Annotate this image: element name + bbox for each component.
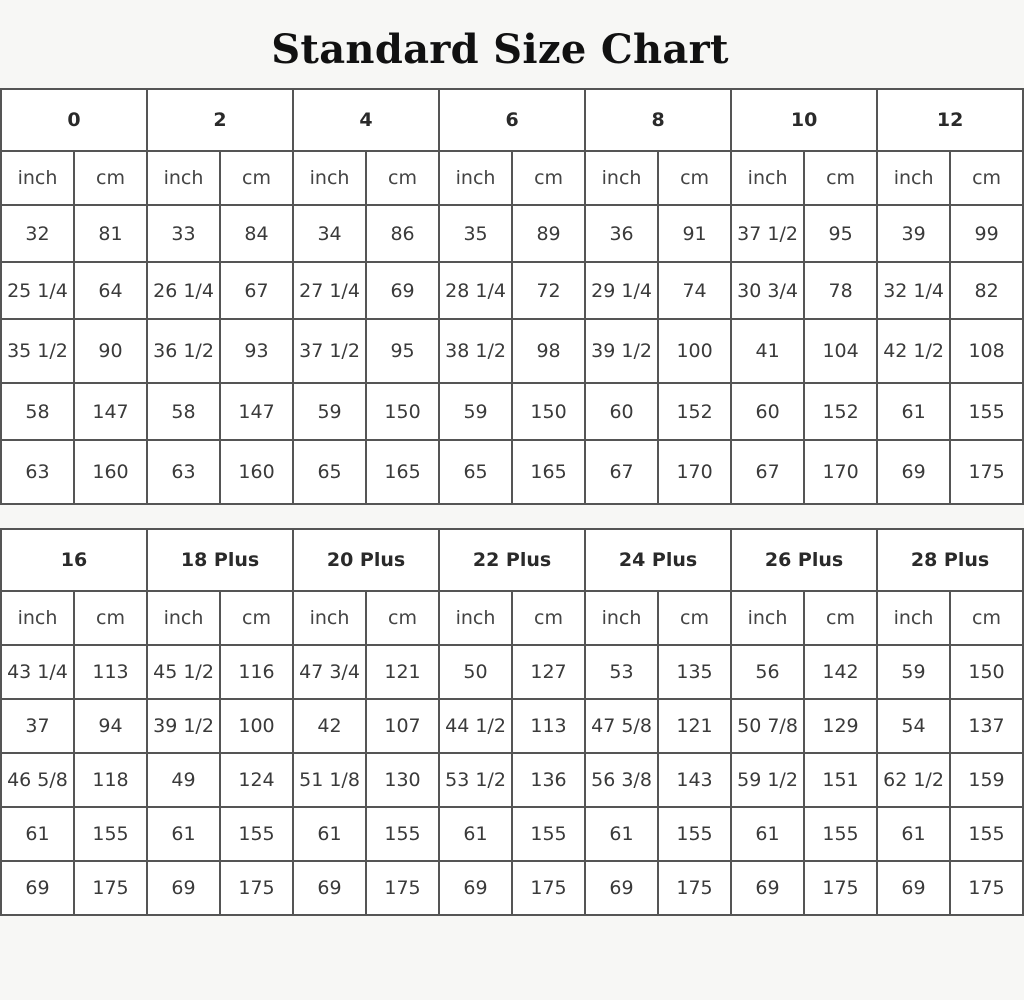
table-cell: 137 xyxy=(950,699,1023,753)
table-cell: 170 xyxy=(804,440,877,504)
table-row xyxy=(1,753,1023,807)
table-cell: 69 xyxy=(877,861,950,915)
size-table-lower-wrapper xyxy=(0,528,1005,920)
table-cell: 67 xyxy=(585,440,658,504)
table-row xyxy=(1,645,1023,699)
table-cell: 165 xyxy=(512,440,585,504)
table-cell: 124 xyxy=(220,753,293,807)
table-cell: 155 xyxy=(512,807,585,861)
table-cell: 118 xyxy=(74,753,147,807)
unit-header-row xyxy=(1,151,1023,205)
table-cell: 113 xyxy=(74,645,147,699)
table-cell: 72 xyxy=(512,262,585,319)
table-cell: 69 xyxy=(439,861,512,915)
table-cell: 99 xyxy=(950,205,1023,262)
table-row xyxy=(1,699,1023,753)
unit-label-cm: cm xyxy=(220,151,293,205)
table-cell: 44 1/2 xyxy=(439,699,512,753)
table-cell: 69 xyxy=(1,861,74,915)
unit-label-cm: cm xyxy=(74,151,147,205)
table-cell: 155 xyxy=(658,807,731,861)
table-cell: 100 xyxy=(658,319,731,383)
table-cell: 34 xyxy=(293,205,366,262)
size-header-8: 8 xyxy=(585,89,731,151)
unit-label-cm: cm xyxy=(366,591,439,645)
table-cell: 147 xyxy=(220,383,293,440)
table-cell: 50 xyxy=(439,645,512,699)
table-cell: 65 xyxy=(293,440,366,504)
table-cell: 60 xyxy=(585,383,658,440)
table-cell: 69 xyxy=(877,440,950,504)
table-cell: 175 xyxy=(512,861,585,915)
table-cell: 94 xyxy=(74,699,147,753)
unit-label-cm: cm xyxy=(950,151,1023,205)
table-cell: 47 5/8 xyxy=(585,699,658,753)
table-cell: 56 3/8 xyxy=(585,753,658,807)
table-cell: 104 xyxy=(804,319,877,383)
table-cell: 65 xyxy=(439,440,512,504)
table-cell: 69 xyxy=(585,861,658,915)
size-header-4: 4 xyxy=(293,89,439,151)
table-cell: 151 xyxy=(804,753,877,807)
table-cell: 121 xyxy=(658,699,731,753)
size-table-upper xyxy=(0,88,1024,505)
unit-label-inch: inch xyxy=(147,151,220,205)
unit-label-inch: inch xyxy=(877,591,950,645)
unit-label-inch: inch xyxy=(439,591,512,645)
table-cell: 155 xyxy=(950,383,1023,440)
unit-label-cm: cm xyxy=(658,151,731,205)
table-cell: 152 xyxy=(804,383,877,440)
table-cell: 51 1/8 xyxy=(293,753,366,807)
table-row xyxy=(1,383,1023,440)
unit-label-cm: cm xyxy=(366,151,439,205)
size-header-12: 12 xyxy=(877,89,1023,151)
unit-label-cm: cm xyxy=(512,151,585,205)
table-cell: 175 xyxy=(950,440,1023,504)
table-cell: 67 xyxy=(220,262,293,319)
unit-label-cm: cm xyxy=(804,151,877,205)
table-cell: 29 1/4 xyxy=(585,262,658,319)
table-cell: 54 xyxy=(877,699,950,753)
table-cell: 69 xyxy=(147,861,220,915)
table-cell: 42 1/2 xyxy=(877,319,950,383)
table-cell: 36 xyxy=(585,205,658,262)
table-cell: 61 xyxy=(877,807,950,861)
table-cell: 37 1/2 xyxy=(293,319,366,383)
table-cell: 39 1/2 xyxy=(147,699,220,753)
unit-label-inch: inch xyxy=(585,151,658,205)
table-cell: 63 xyxy=(147,440,220,504)
table-cell: 107 xyxy=(366,699,439,753)
table-cell: 89 xyxy=(512,205,585,262)
table-cell: 142 xyxy=(804,645,877,699)
page-title: Standard Size Chart xyxy=(271,26,729,73)
unit-label-cm: cm xyxy=(950,591,1023,645)
table-cell: 69 xyxy=(293,861,366,915)
table-row xyxy=(1,807,1023,861)
table-cell: 175 xyxy=(220,861,293,915)
table-cell: 155 xyxy=(220,807,293,861)
table-cell: 175 xyxy=(658,861,731,915)
table-cell: 81 xyxy=(74,205,147,262)
table-cell: 61 xyxy=(877,383,950,440)
table-cell: 86 xyxy=(366,205,439,262)
table-cell: 147 xyxy=(74,383,147,440)
unit-label-inch: inch xyxy=(1,591,74,645)
table-cell: 82 xyxy=(950,262,1023,319)
unit-label-cm: cm xyxy=(74,591,147,645)
size-header-10: 10 xyxy=(731,89,877,151)
table-cell: 136 xyxy=(512,753,585,807)
table-cell: 121 xyxy=(366,645,439,699)
table-cell: 150 xyxy=(512,383,585,440)
table-cell: 160 xyxy=(220,440,293,504)
table-cell: 170 xyxy=(658,440,731,504)
table-cell: 32 xyxy=(1,205,74,262)
table-cell: 58 xyxy=(147,383,220,440)
table-cell: 69 xyxy=(731,861,804,915)
table-cell: 95 xyxy=(804,205,877,262)
unit-label-cm: cm xyxy=(804,591,877,645)
size-header-28-plus: 28 Plus xyxy=(877,529,1023,591)
size-header-16: 16 xyxy=(1,529,147,591)
size-header-24-plus: 24 Plus xyxy=(585,529,731,591)
table-cell: 91 xyxy=(658,205,731,262)
table-cell: 43 1/4 xyxy=(1,645,74,699)
size-header-0: 0 xyxy=(1,89,147,151)
table-cell: 37 xyxy=(1,699,74,753)
table-cell: 100 xyxy=(220,699,293,753)
table-cell: 61 xyxy=(1,807,74,861)
unit-label-inch: inch xyxy=(731,591,804,645)
table-row xyxy=(1,319,1023,383)
table-cell: 155 xyxy=(366,807,439,861)
size-table-lower xyxy=(0,528,1024,916)
table-cell: 152 xyxy=(658,383,731,440)
table-cell: 155 xyxy=(74,807,147,861)
table-cell: 135 xyxy=(658,645,731,699)
size-header-20-plus: 20 Plus xyxy=(293,529,439,591)
table-cell: 47 3/4 xyxy=(293,645,366,699)
table-cell: 27 1/4 xyxy=(293,262,366,319)
size-header-22-plus: 22 Plus xyxy=(439,529,585,591)
table-cell: 39 xyxy=(877,205,950,262)
table-cell: 37 1/2 xyxy=(731,205,804,262)
table-row xyxy=(1,861,1023,915)
table-cell: 59 xyxy=(293,383,366,440)
size-header-18-plus: 18 Plus xyxy=(147,529,293,591)
unit-label-inch: inch xyxy=(293,591,366,645)
size-header-2: 2 xyxy=(147,89,293,151)
table-cell: 95 xyxy=(366,319,439,383)
unit-label-inch: inch xyxy=(1,151,74,205)
table-cell: 35 1/2 xyxy=(1,319,74,383)
table-cell: 116 xyxy=(220,645,293,699)
table-cell: 150 xyxy=(366,383,439,440)
table-cell: 130 xyxy=(366,753,439,807)
table-cell: 28 1/4 xyxy=(439,262,512,319)
size-header-row xyxy=(1,89,1023,151)
table-cell: 61 xyxy=(147,807,220,861)
size-header-row xyxy=(1,529,1023,591)
table-cell: 61 xyxy=(585,807,658,861)
table-cell: 74 xyxy=(658,262,731,319)
unit-label-cm: cm xyxy=(658,591,731,645)
table-cell: 39 1/2 xyxy=(585,319,658,383)
table-cell: 93 xyxy=(220,319,293,383)
table-cell: 59 1/2 xyxy=(731,753,804,807)
table-cell: 53 1/2 xyxy=(439,753,512,807)
table-cell: 113 xyxy=(512,699,585,753)
table-cell: 143 xyxy=(658,753,731,807)
table-cell: 59 xyxy=(439,383,512,440)
table-cell: 160 xyxy=(74,440,147,504)
table-cell: 61 xyxy=(293,807,366,861)
table-cell: 32 1/4 xyxy=(877,262,950,319)
table-cell: 35 xyxy=(439,205,512,262)
table-row xyxy=(1,440,1023,504)
table-cell: 98 xyxy=(512,319,585,383)
table-cell: 33 xyxy=(147,205,220,262)
table-cell: 155 xyxy=(950,807,1023,861)
unit-label-cm: cm xyxy=(220,591,293,645)
table-cell: 30 3/4 xyxy=(731,262,804,319)
size-header-26-plus: 26 Plus xyxy=(731,529,877,591)
table-cell: 165 xyxy=(366,440,439,504)
table-cell: 175 xyxy=(950,861,1023,915)
table-cell: 60 xyxy=(731,383,804,440)
table-cell: 159 xyxy=(950,753,1023,807)
table-cell: 78 xyxy=(804,262,877,319)
unit-label-cm: cm xyxy=(512,591,585,645)
unit-header-row xyxy=(1,591,1023,645)
table-cell: 56 xyxy=(731,645,804,699)
table-cell: 155 xyxy=(804,807,877,861)
table-cell: 127 xyxy=(512,645,585,699)
table-cell: 59 xyxy=(877,645,950,699)
table-cell: 38 1/2 xyxy=(439,319,512,383)
table-cell: 36 1/2 xyxy=(147,319,220,383)
table-cell: 129 xyxy=(804,699,877,753)
table-cell: 26 1/4 xyxy=(147,262,220,319)
size-header-6: 6 xyxy=(439,89,585,151)
unit-label-inch: inch xyxy=(877,151,950,205)
table-cell: 50 7/8 xyxy=(731,699,804,753)
table-cell: 63 xyxy=(1,440,74,504)
table-cell: 69 xyxy=(366,262,439,319)
table-cell: 41 xyxy=(731,319,804,383)
unit-label-inch: inch xyxy=(439,151,512,205)
table-row xyxy=(1,262,1023,319)
table-cell: 25 1/4 xyxy=(1,262,74,319)
unit-label-inch: inch xyxy=(147,591,220,645)
table-cell: 67 xyxy=(731,440,804,504)
unit-label-inch: inch xyxy=(731,151,804,205)
table-cell: 61 xyxy=(731,807,804,861)
table-cell: 62 1/2 xyxy=(877,753,950,807)
table-cell: 58 xyxy=(1,383,74,440)
table-cell: 90 xyxy=(74,319,147,383)
table-cell: 64 xyxy=(74,262,147,319)
table-cell: 175 xyxy=(804,861,877,915)
table-cell: 175 xyxy=(74,861,147,915)
table-cell: 49 xyxy=(147,753,220,807)
table-cell: 45 1/2 xyxy=(147,645,220,699)
table-cell: 175 xyxy=(366,861,439,915)
table-cell: 108 xyxy=(950,319,1023,383)
table-cell: 46 5/8 xyxy=(1,753,74,807)
table-cell: 84 xyxy=(220,205,293,262)
unit-label-inch: inch xyxy=(585,591,658,645)
size-table-upper-wrapper xyxy=(0,88,1005,502)
table-cell: 42 xyxy=(293,699,366,753)
table-cell: 150 xyxy=(950,645,1023,699)
table-cell: 61 xyxy=(439,807,512,861)
table-row xyxy=(1,205,1023,262)
table-cell: 53 xyxy=(585,645,658,699)
unit-label-inch: inch xyxy=(293,151,366,205)
